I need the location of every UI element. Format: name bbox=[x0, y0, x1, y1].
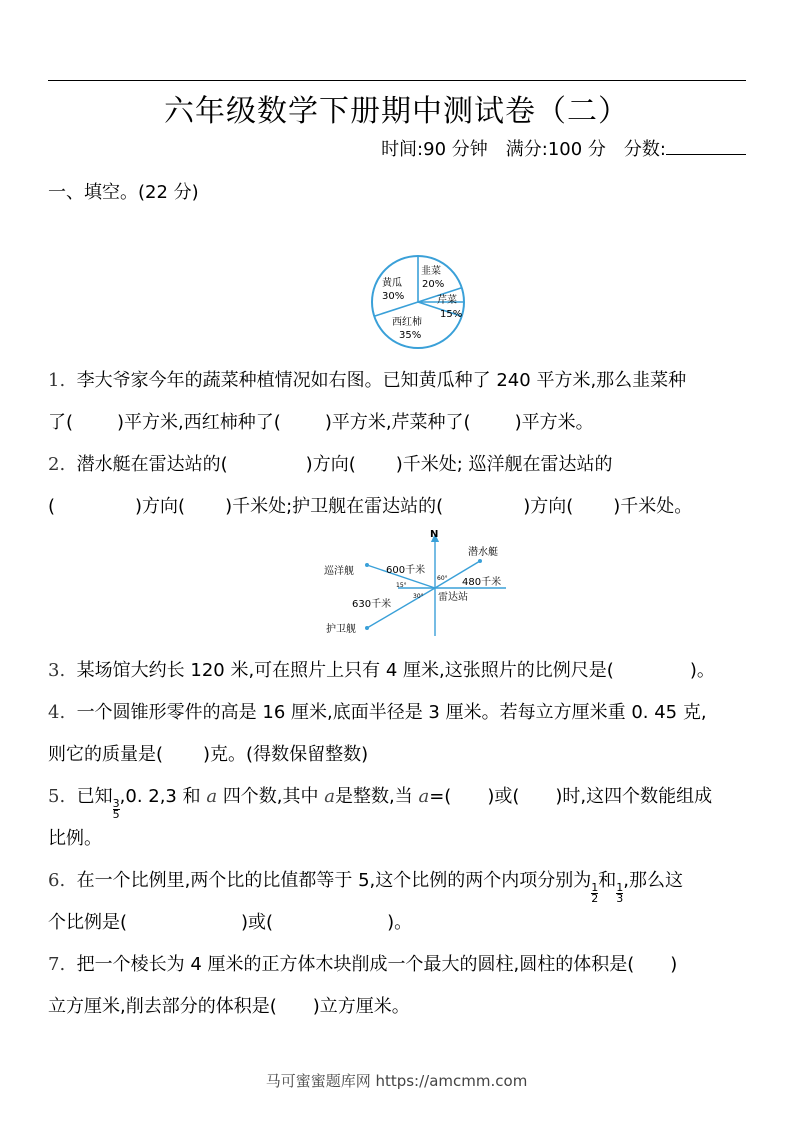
q4-line-2 bbox=[48, 740, 368, 766]
q1-text-2d: )平方米。 bbox=[514, 412, 594, 433]
q6-text-b: 和 bbox=[598, 870, 617, 891]
radar-direction-diagram bbox=[320, 526, 520, 638]
q5-text-g: )时,这四个数能组成 bbox=[555, 786, 713, 807]
q2-text-2d: )方向( bbox=[523, 496, 574, 517]
top-rule bbox=[48, 80, 746, 81]
q5-text-b: ,0. 2,3 和 bbox=[119, 786, 201, 807]
pie-pct-jiucai: 20% bbox=[422, 279, 445, 290]
q6-number: 6. bbox=[48, 870, 66, 891]
q6-frac1-den: 2 bbox=[591, 892, 599, 905]
q2-text-2c: )千米处;护卫舰在雷达站的( bbox=[225, 496, 444, 517]
q5-text-a: 已知 bbox=[76, 786, 113, 807]
submarine-distance: 480千米 bbox=[462, 577, 502, 588]
q7-line-1 bbox=[48, 950, 677, 976]
q5-var-a: a bbox=[206, 786, 218, 807]
q5-number: 5. bbox=[48, 786, 66, 807]
q5-text-d: 是整数,当 bbox=[335, 786, 413, 807]
angle-15: 15° bbox=[396, 582, 407, 589]
page-title: 六年级数学下册期中测试卷（二） bbox=[164, 94, 629, 129]
q4-text-2b: )克。(得数保留整数) bbox=[203, 744, 369, 765]
pie-divider-5 bbox=[374, 302, 418, 316]
pie-pct-xihongshi: 35% bbox=[399, 330, 422, 341]
q4-number: 4. bbox=[48, 702, 66, 723]
exam-meta bbox=[381, 134, 746, 161]
q2-text-1a: 潜水艇在雷达站的( bbox=[76, 454, 228, 475]
north-label: N bbox=[430, 529, 439, 540]
q2-line-1 bbox=[48, 450, 613, 476]
q6-text-c: ,那么这 bbox=[623, 870, 683, 891]
frigate-point bbox=[365, 626, 369, 630]
q2-text-2b: )方向( bbox=[135, 496, 186, 517]
score-field bbox=[624, 134, 746, 161]
q4-text-2a: 则它的质量是( bbox=[48, 744, 164, 765]
q7-text-2a: 立方厘米,削去部分的体积是( bbox=[48, 996, 277, 1017]
q1-text-2c: )平方米,芹菜种了( bbox=[324, 412, 471, 433]
q5-text-f: )或( bbox=[487, 786, 520, 807]
q3-text-a: 某场馆大约长 120 米,可在照片上只有 4 厘米,这张照片的比例尺是( bbox=[76, 660, 614, 681]
q2-text-1c: )千米处; 巡洋舰在雷达站的 bbox=[395, 454, 613, 475]
q7-number: 7. bbox=[48, 954, 66, 975]
submarine-label: 潜水艇 bbox=[468, 547, 498, 558]
pie-label-qincai: 芹菜 bbox=[437, 295, 457, 306]
q6-frac2-den: 3 bbox=[616, 892, 624, 905]
time-limit: 时间:90 分钟 bbox=[381, 139, 488, 160]
full-score: 满分:100 分 bbox=[505, 139, 606, 160]
frigate-distance: 630千米 bbox=[352, 599, 392, 610]
section-heading: 一、填空。(22 分) bbox=[48, 182, 199, 203]
q6-text-a: 在一个比例里,两个比的比值都等于 5,这个比例的两个内项分别为 bbox=[76, 870, 592, 891]
q6-text-2c: )。 bbox=[387, 912, 413, 933]
q1-number: 1. bbox=[48, 370, 66, 391]
angle-30: 30° bbox=[413, 593, 424, 600]
q1-text-1: 李大爷家今年的蔬菜种植情况如右图。已知黄瓜种了 240 平方米,那么韭菜种 bbox=[76, 370, 687, 391]
frigate-label: 护卫舰 bbox=[326, 624, 356, 635]
q7-text-a: 把一个棱长为 4 厘米的正方体木块削成一个最大的圆柱,圆柱的体积是( bbox=[76, 954, 635, 975]
submarine-point bbox=[478, 559, 482, 563]
q2-text-2a: ( bbox=[48, 496, 56, 517]
q3-line bbox=[48, 656, 715, 682]
q6-line-1 bbox=[48, 866, 683, 904]
q1-text-2a: 了( bbox=[48, 412, 74, 433]
vegetable-pie-chart bbox=[364, 254, 472, 350]
cruiser-distance: 600千米 bbox=[386, 565, 426, 576]
q5-var-a-3: a bbox=[418, 786, 430, 807]
q5-frac-den: 5 bbox=[112, 808, 120, 821]
q5-line-1 bbox=[48, 782, 712, 820]
angle-60: 60° bbox=[437, 575, 448, 582]
cruiser-point bbox=[365, 563, 369, 567]
radar-label: 雷达站 bbox=[438, 592, 468, 603]
q7-text-2b: )立方厘米。 bbox=[312, 996, 410, 1017]
q4-line-1 bbox=[48, 698, 707, 724]
q5-text-e: =( bbox=[429, 786, 452, 807]
pie-label-jiucai: 韭菜 bbox=[421, 266, 441, 277]
cruiser-label: 巡洋舰 bbox=[324, 566, 354, 577]
q5-frac-num: 3 bbox=[112, 797, 120, 810]
pie-pct-huanggua: 30% bbox=[382, 291, 405, 302]
q6-text-2b: )或( bbox=[241, 912, 274, 933]
q2-line-2 bbox=[48, 492, 692, 518]
q5-var-a-2: a bbox=[324, 786, 336, 807]
q6-frac1-num: 1 bbox=[591, 881, 599, 894]
pie-label-xihongshi: 西红柿 bbox=[392, 317, 422, 328]
score-blank[interactable] bbox=[666, 134, 746, 155]
q6-text-2a: 个比例是( bbox=[48, 912, 128, 933]
q5-fraction bbox=[113, 799, 120, 820]
pie-pct-qincai: 15% bbox=[440, 309, 463, 320]
q7-line-2 bbox=[48, 992, 410, 1018]
q2-text-1b: )方向( bbox=[305, 454, 356, 475]
pie-label-huanggua: 黄瓜 bbox=[382, 278, 402, 289]
q1-text-2b: )平方米,西红柿种了( bbox=[117, 412, 281, 433]
q3-text-b: )。 bbox=[689, 660, 715, 681]
q4-text-1: 一个圆锥形零件的高是 16 厘米,底面半径是 3 厘米。若每立方厘米重 0. 45 克, bbox=[76, 702, 707, 723]
q5-line-2: 比例。 bbox=[48, 828, 102, 849]
q2-number: 2. bbox=[48, 454, 66, 475]
q1-line-2 bbox=[48, 408, 594, 434]
q5-text-c: 四个数,其中 bbox=[222, 786, 319, 807]
q3-number: 3. bbox=[48, 660, 66, 681]
q2-text-2e: )千米处。 bbox=[613, 496, 693, 517]
q7-text-b: ) bbox=[670, 954, 678, 975]
score-label: 分数: bbox=[623, 139, 666, 160]
footer-watermark: 马可蜜蜜题库网 https://amcmm.com bbox=[265, 1072, 528, 1090]
q6-line-2 bbox=[48, 908, 412, 934]
q6-frac2-num: 1 bbox=[616, 881, 624, 894]
q1-line-1 bbox=[48, 366, 686, 392]
